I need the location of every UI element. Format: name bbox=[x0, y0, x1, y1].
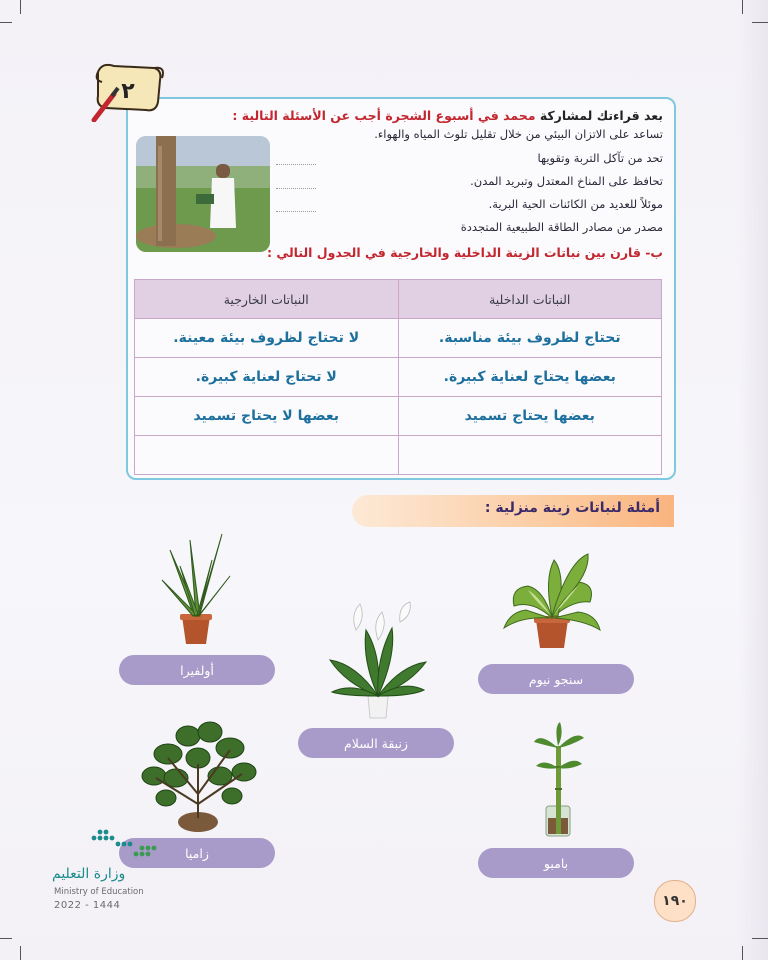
ministry-logo-dots-icon bbox=[52, 826, 172, 864]
indoor-cell[interactable]: تحتاج لظروف بيئة مناسبة. bbox=[398, 319, 662, 358]
plant-label-aloe-vera: أولفيرا bbox=[119, 655, 275, 685]
table-row bbox=[135, 397, 662, 436]
dotted-line bbox=[276, 211, 316, 212]
answer-line-4: موئلاً للعديد من الكائنات الحية البرية. bbox=[488, 197, 663, 211]
plant-label-peace-lily: زنبقة السلام bbox=[298, 728, 454, 758]
page-edge-shade bbox=[738, 0, 768, 960]
question-title: بعد قراءتك لمشاركة محمد في أسبوع الشجرة أجب عن الأسئلة التالية : bbox=[232, 108, 663, 123]
indoor-cell[interactable]: بعضها يحتاج لعناية كبيرة. bbox=[398, 358, 662, 397]
crop-mark bbox=[742, 0, 743, 14]
edition-year: 2022 - 1444 bbox=[54, 900, 121, 911]
badge-number: ٢ bbox=[121, 79, 135, 104]
answer-line-5: مصدر من مصادر الطاقة الطبيعية المتجددة bbox=[460, 220, 663, 234]
dotted-line bbox=[276, 164, 316, 165]
aloe-vera-plant-image bbox=[160, 530, 232, 646]
plant-label-zamia: زاميا bbox=[119, 838, 275, 868]
crop-mark bbox=[20, 946, 21, 960]
ministry-name-arabic: وزارة التعليم bbox=[52, 866, 126, 882]
ministry-name-english: Ministry of Education bbox=[54, 887, 144, 897]
part-b-instruction: ب- قارن بين نباتات الزينة الداخلية والخارجية في الجدول التالي : bbox=[266, 245, 663, 260]
answer-line-3: تحافظ على المناخ المعتدل وتبريد المدن. bbox=[470, 174, 663, 188]
crop-mark bbox=[20, 0, 21, 14]
plant-label-syngonium: سنجو نيوم bbox=[478, 664, 634, 694]
scroll-pencil-icon bbox=[88, 58, 166, 122]
crop-mark bbox=[742, 946, 743, 960]
answer-line-1: تساعد على الاتزان البيئي من خلال تقليل تلوث المياه والهواء. bbox=[374, 127, 663, 141]
comparison-table bbox=[134, 279, 662, 475]
examples-heading: أمثلة لنباتات زينة منزلية : bbox=[484, 500, 660, 516]
header-indoor: النباتات الداخلية bbox=[398, 280, 662, 319]
outdoor-cell[interactable]: بعضها لا يحتاج تسميد bbox=[135, 397, 399, 436]
crop-mark bbox=[752, 22, 768, 23]
indoor-cell[interactable] bbox=[398, 436, 662, 475]
header-outdoor: النباتات الخارجية bbox=[135, 280, 399, 319]
crop-mark bbox=[752, 938, 768, 939]
dotted-line bbox=[276, 188, 316, 189]
table-row bbox=[135, 319, 662, 358]
table-row bbox=[135, 436, 662, 475]
boy-watering-tree-photo bbox=[136, 136, 270, 252]
page-number: ١٩٠ bbox=[654, 880, 696, 922]
zamia-plant-image bbox=[138, 714, 258, 834]
bamboo-plant-image bbox=[530, 722, 586, 838]
syngonium-plant-image bbox=[492, 540, 612, 650]
crop-mark bbox=[0, 22, 12, 23]
table-row bbox=[135, 358, 662, 397]
answer-line-2: تحد من تآكل التربة وتقويها bbox=[537, 151, 663, 165]
plant-label-bamboo: بامبو bbox=[478, 848, 634, 878]
crop-mark bbox=[0, 938, 12, 939]
indoor-cell[interactable]: بعضها يحتاج تسميد bbox=[398, 397, 662, 436]
outdoor-cell[interactable]: لا تحتاج لعناية كبيرة. bbox=[135, 358, 399, 397]
outdoor-cell[interactable]: لا تحتاج لظروف بيئة معينة. bbox=[135, 319, 399, 358]
peace-lily-plant-image bbox=[326, 600, 430, 720]
outdoor-cell[interactable] bbox=[135, 436, 399, 475]
